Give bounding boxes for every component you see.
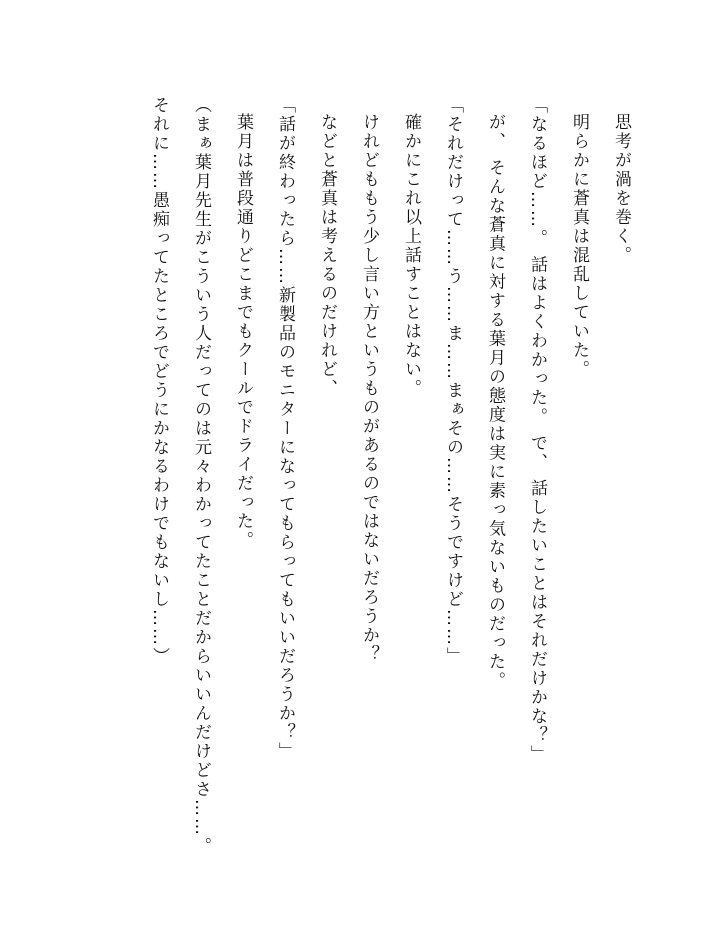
dialogue-line: 「話が終わったら……新製品のモニターになってもらってもいいだろうか？」 [275,96,295,761]
vertical-text-body [138,96,642,856]
paragraph: 明らかに蒼真は混乱していた。 [569,113,589,379]
paragraph: けれどももう少し言い方というものがあるのではないだろうか？ [359,113,379,664]
dialogue-line: 「それだけって……う……ま……まぁその……そうですけど……」 [443,96,463,666]
inner-monologue: （まぁ葉月先生がこういう人だってのは元々わかってたことだからいいんだけどさ……。 それに……愚痴ってたところでどうにかなるわけでもないし……） [149,96,211,856]
paragraph: などと蒼真は考えるのだけれど、 [317,113,337,398]
dialogue-line: 「なるほど……。 話はよくわかった。 で、 話したいことはそれだけかな？」 [527,96,547,765]
paragraph: 思考が渦を巻く。 [611,113,631,265]
paragraph: 葉月は普段通りどこまでもクールでドライだった。 [233,113,253,550]
paragraph: が、 そんな蒼真に対する葉月の態度は実に素っ気ないものだった。 [485,113,505,691]
paragraph: 確かにこれ以上話すことはない。 [401,113,421,398]
